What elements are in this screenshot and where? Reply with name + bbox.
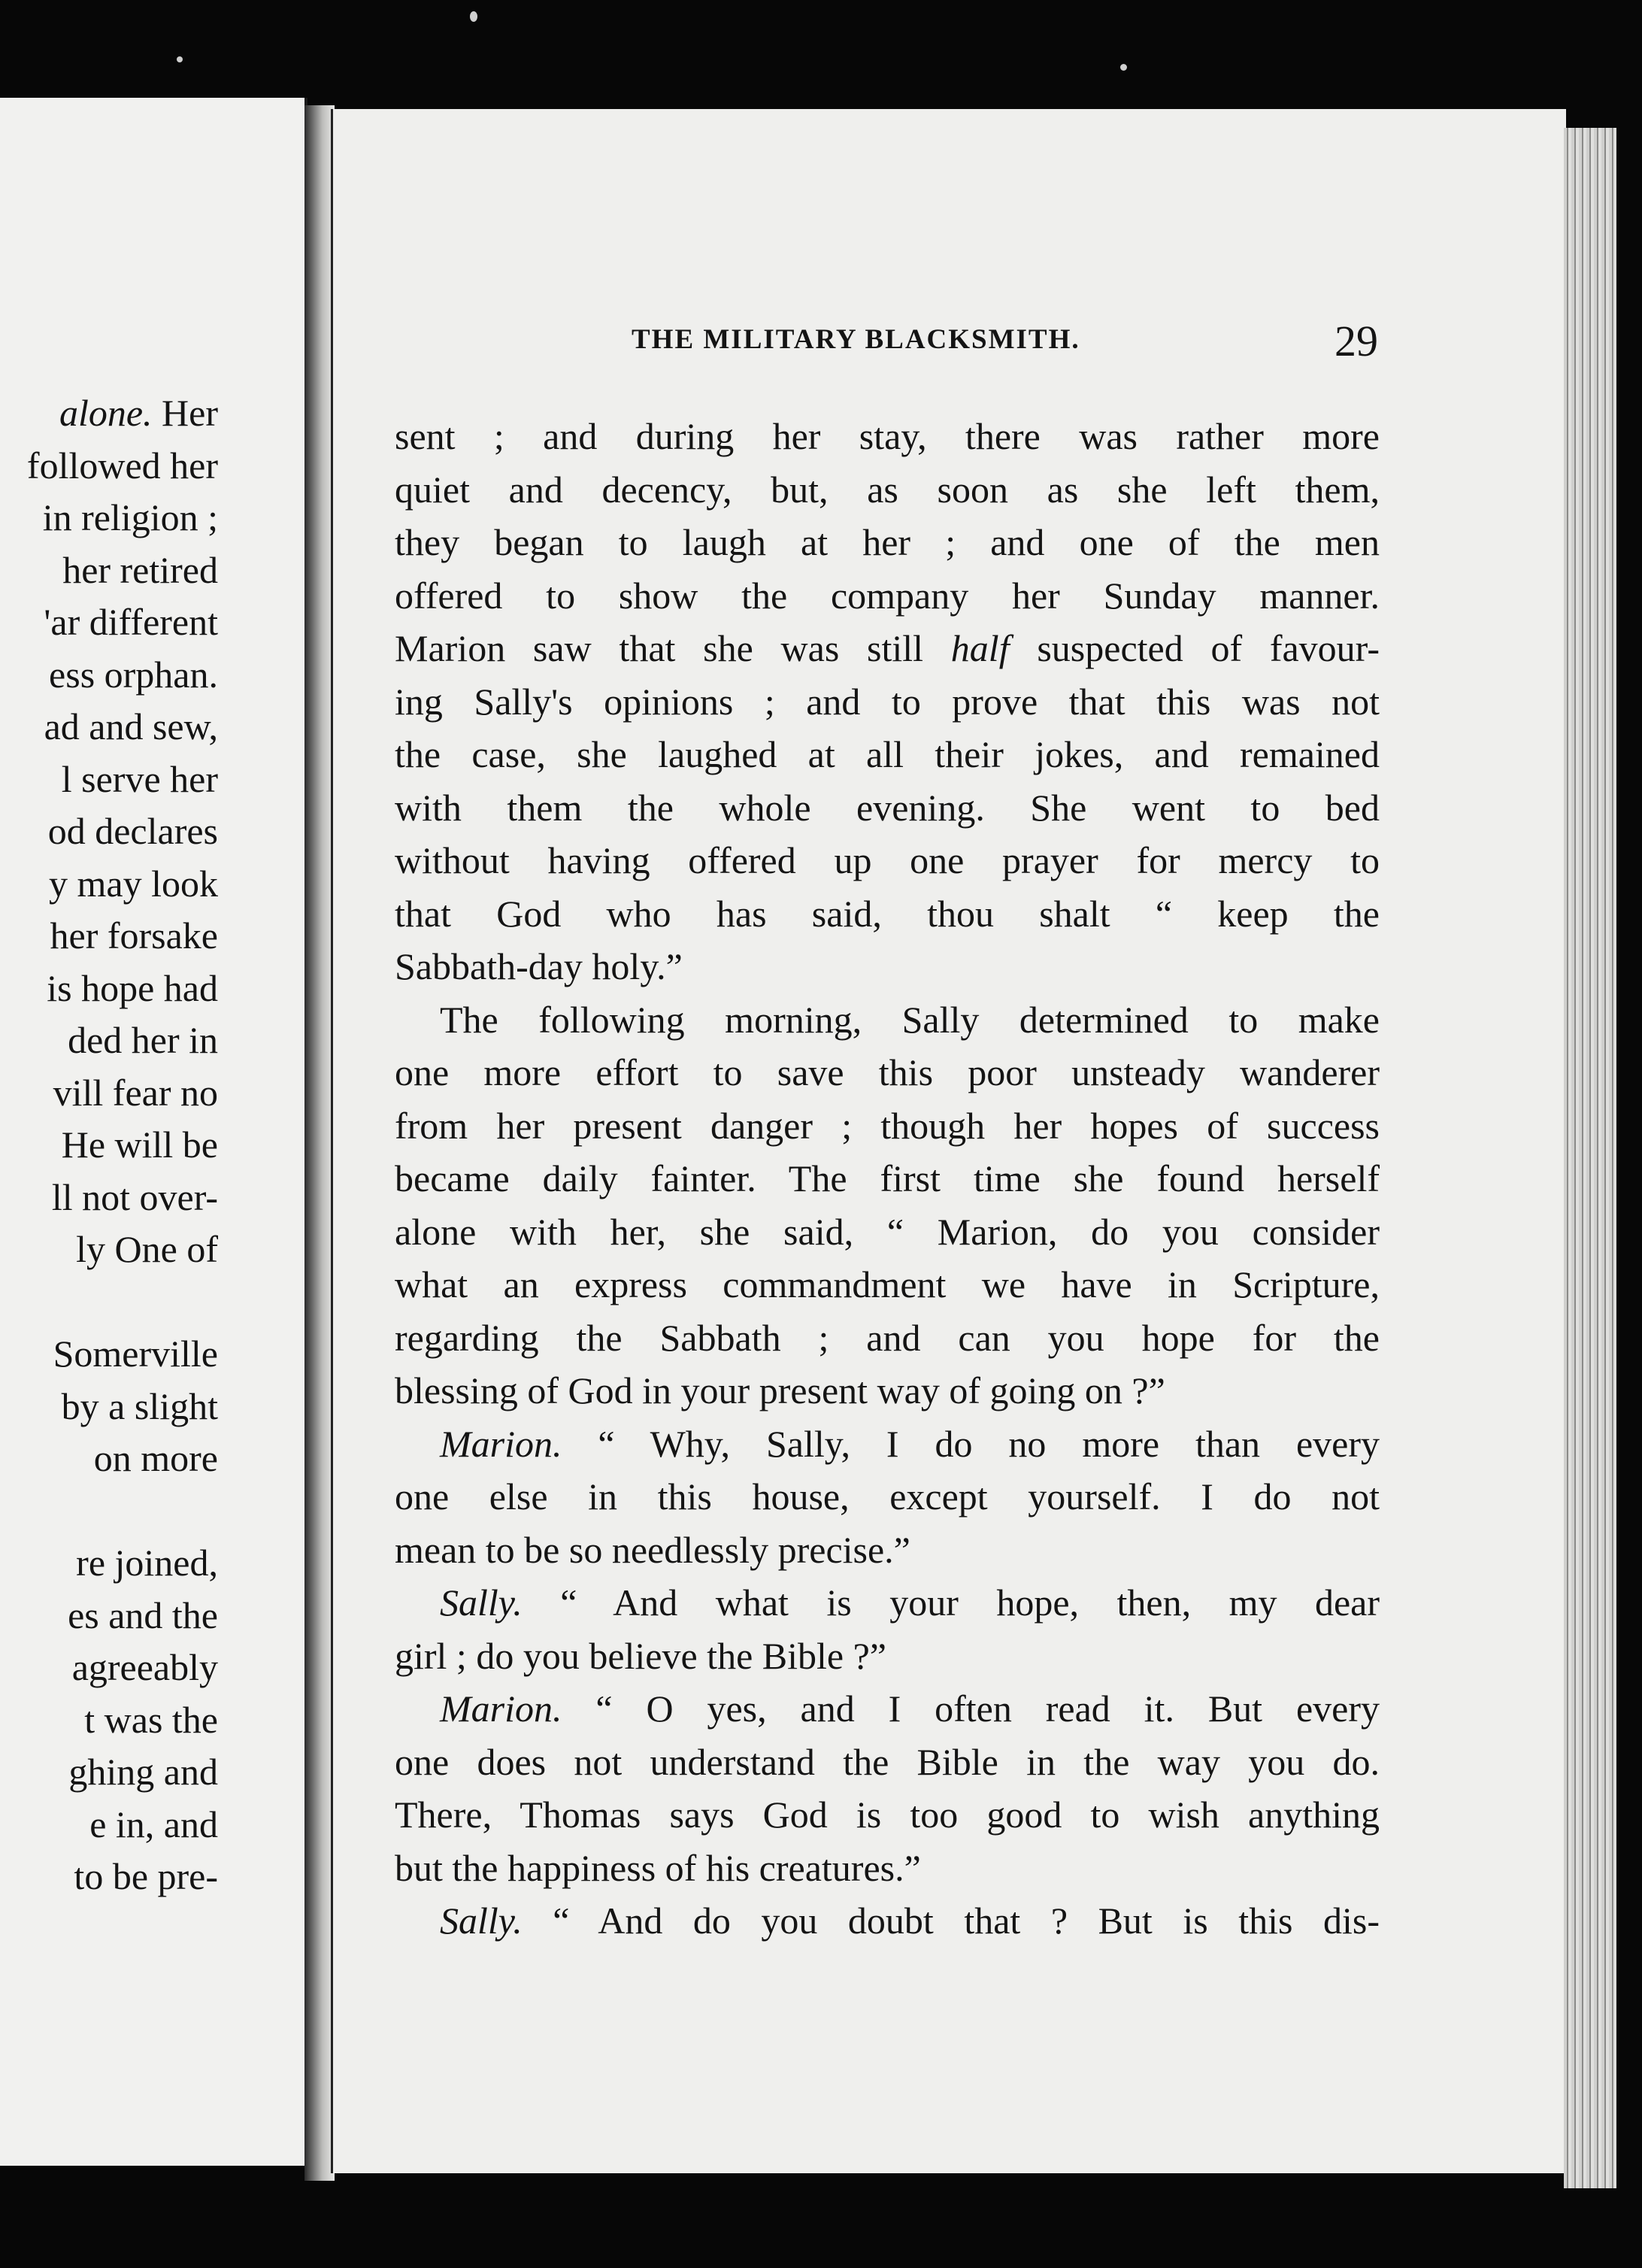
body-line: without having offered up one prayer for mercy to [395, 839, 1380, 881]
left-page-line [0, 1485, 218, 1538]
body-line: that God who has said, thou shalt “ keep the [395, 892, 1380, 935]
left-page-line: in religion ; [42, 496, 218, 538]
body-line: ing Sally's opinions ; and to prove that this was not [395, 680, 1380, 723]
body-line: Sabbath-day holy.” [395, 945, 683, 987]
left-page-line: re joined, [76, 1542, 218, 1584]
left-page-text [0, 387, 218, 1903]
body-line: offered to show the company her Sunday manner. [395, 574, 1380, 617]
left-page-italic: alone. [59, 392, 153, 434]
body-line: one does not understand the Bible in the way you do. [395, 1740, 1380, 1783]
left-page-line: ess orphan. [49, 653, 218, 696]
left-page-line: her forsake [50, 914, 218, 957]
body-line: alone with her, she said, “ Marion, do you consider [395, 1210, 1380, 1253]
dust-speck [1120, 64, 1127, 71]
body-line: one else in this house, except yourself. I do not [395, 1475, 1380, 1518]
left-page-line: Somerville [53, 1333, 218, 1375]
left-page-line: ded her in [68, 1019, 218, 1061]
left-page-fragment: Her [152, 392, 218, 434]
body-line: one more effort to save this poor unsteady wanderer [395, 1051, 1380, 1093]
body-line: they began to laugh at her ; and one of the men [395, 521, 1380, 563]
body-line: regarding the Sabbath ; and can you hope for the [395, 1316, 1380, 1359]
dust-speck [470, 11, 477, 22]
left-page-line: agreeably [71, 1646, 218, 1688]
left-page-line: by a slight [61, 1384, 218, 1427]
emphasis: half [950, 627, 1010, 669]
speaker-name: Sally. [440, 1900, 523, 1942]
left-page-line: ad and sew, [44, 705, 218, 747]
left-page-line: followed her [26, 444, 218, 487]
left-page-line: He will be [61, 1123, 218, 1166]
body-line: Sally. “ And what is your hope, then, my dear [440, 1581, 1380, 1624]
left-page-line: es and the [68, 1593, 218, 1636]
body-text [395, 410, 1380, 1948]
body-line: sent ; and during her stay, there was rather more [395, 415, 1380, 457]
body-line: Marion. “ O yes, and I often read it. But every [440, 1687, 1380, 1730]
left-page-line: 'ar different [44, 601, 218, 643]
body-line: what an express commandment we have in Scripture, [395, 1263, 1380, 1305]
body-line: became daily fainter. The first time she found herself [395, 1157, 1380, 1199]
left-page-line: e in, and [89, 1803, 218, 1845]
body-line: from her present danger ; though her hopes of success [395, 1104, 1380, 1147]
left-page-line: od declares [47, 810, 218, 852]
body-line: with them the whole evening. She went to bed [395, 786, 1380, 829]
left-page-line: ghing and [68, 1751, 218, 1793]
speaker-name: Sally. [440, 1581, 523, 1624]
left-page-line: to be pre- [74, 1855, 218, 1897]
left-page-line [0, 387, 218, 440]
body-line: Marion. “ Why, Sally, I do no more than every [440, 1422, 1380, 1465]
body-line: girl ; do you believe the Bible ?” [395, 1634, 886, 1677]
left-page-line [0, 1276, 218, 1329]
left-page-line: vill fear no [53, 1071, 218, 1114]
left-facing-page [0, 98, 307, 2166]
body-line: Sally. “ And do you doubt that ? But is this dis- [440, 1900, 1380, 1942]
left-page-line: l serve her [61, 757, 218, 800]
body-line: Marion saw that she was still half suspected of favour- [395, 627, 1380, 669]
page-edges [1564, 128, 1616, 2188]
left-page-line: ly One of [76, 1228, 218, 1270]
body-line: The following morning, Sally determined to make [440, 998, 1380, 1041]
left-page-line: y may look [49, 862, 218, 905]
book-gutter [304, 105, 335, 2181]
running-head: THE MILITARY BLACKSMITH. [632, 324, 1080, 355]
dust-speck [177, 56, 183, 62]
body-line: quiet and decency, but, as soon as she left them, [395, 468, 1380, 511]
left-page-line: t was the [84, 1698, 218, 1741]
body-line: There, Thomas says God is too good to wish anything [395, 1793, 1380, 1836]
speaker-name: Marion. [440, 1687, 562, 1730]
body-line: blessing of God in your present way of going on ?” [395, 1369, 1165, 1411]
page-number: 29 [1335, 317, 1378, 365]
left-page-line: on more [93, 1437, 218, 1479]
speaker-name: Marion. [440, 1422, 562, 1465]
left-page-line: is hope had [47, 966, 218, 1009]
body-line: the case, she laughed at all their jokes, and remained [395, 733, 1380, 775]
left-page-line: her retired [62, 548, 218, 591]
body-line: mean to be so needlessly precise.” [395, 1528, 910, 1571]
body-line: but the happiness of his creatures.” [395, 1846, 921, 1889]
left-page-line: ll not over- [51, 1175, 218, 1218]
